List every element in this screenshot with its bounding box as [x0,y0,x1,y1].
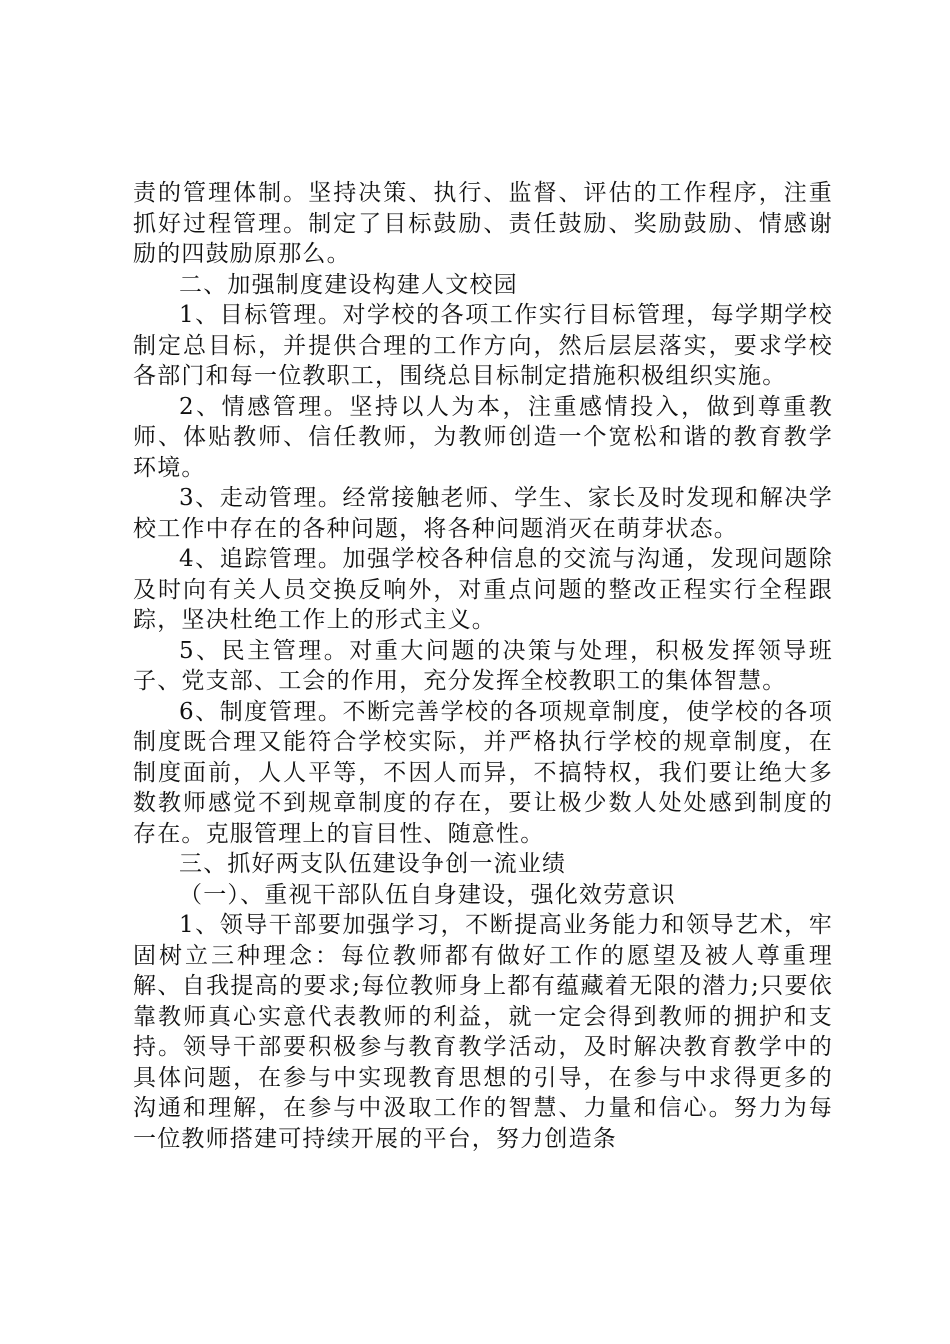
paragraph-democratic-management: 5、民主管理。对重大问题的决策与处理，积极发挥领导班子、党支部、工会的作用，充分发挥全校教职工的集体智慧。 [133,637,833,694]
section-heading-3: 三、抓好两支队伍建设争创一流业绩 [179,851,567,877]
document-body [133,178,833,1154]
paragraph-emotional-management: 2、情感管理。坚持以人为本，注重感情投入，做到尊重教师、体贴教师、信任教师，为教师创造一个宽松和谐的教育教学环境。 [133,393,833,481]
subsection-heading-1: （一）、重视干部队伍自身建设，强化效劳意识 [179,881,676,908]
paragraph-walking-management: 3、走动管理。经常接触老师、学生、家长及时发现和解决学校工作中存在的各种问题，将各种问题消灭在萌芽状态。 [133,485,833,542]
paragraph-system-management: 6、制度管理。不断完善学校的各项规章制度，使学校的各项制度既合理又能符合学校实际，并严格执行学校的规章制度，在制度面前，人人平等，不因人而异，不搞特权，我们要让绝大多数教师感觉不到规章制度的存在，要让极少数人处处感到制度的存在。克服管理上的盲目性、随意性。 [133,698,833,847]
paragraph-leadership-study: 1、领导干部要加强学习，不断提高业务能力和领导艺术，牢固树立三种理念：每位教师都有做好工作的愿望及被人尊重理解、自我提高的要求;每位教师身上都有蕴藏着无限的潜力;只要依靠教师真心实意代表教师的利益，就一定会得到教师的拥护和支持。领导干部要积极参与教育教学活动，及时解决教育教学中的具体问题，在参与中实现教育思想的引导，在参与中求得更多的沟通和理解，在参与中汲取工作的智慧、力量和信心。努力为每一位教师搭建可持续开展的平台，努力创造条 [133,912,833,1152]
paragraph-tracking-management: 4、追踪管理。加强学校各种信息的交流与沟通，发现问题除及时向有关人员交换反响外，对重点问题的整改正程实行全程跟踪，坚决杜绝工作上的形式主义。 [133,546,833,633]
paragraph-target-management: 1、目标管理。对学校的各项工作实行目标管理，每学期学校制定总目标，并提供合理的工作方向，然后层层落实，要求学校各部门和每一位教职工，围绕总目标制定措施积极组织实施。 [133,302,833,389]
paragraph-continuation: 责的管理体制。坚持决策、执行、监督、评估的工作程序，注重抓好过程管理。制定了目标鼓励、责任鼓励、奖励鼓励、情感谢励的四鼓励原那么。 [133,180,833,267]
section-heading-2: 二、加强制度建设构建人文校园 [179,271,518,298]
